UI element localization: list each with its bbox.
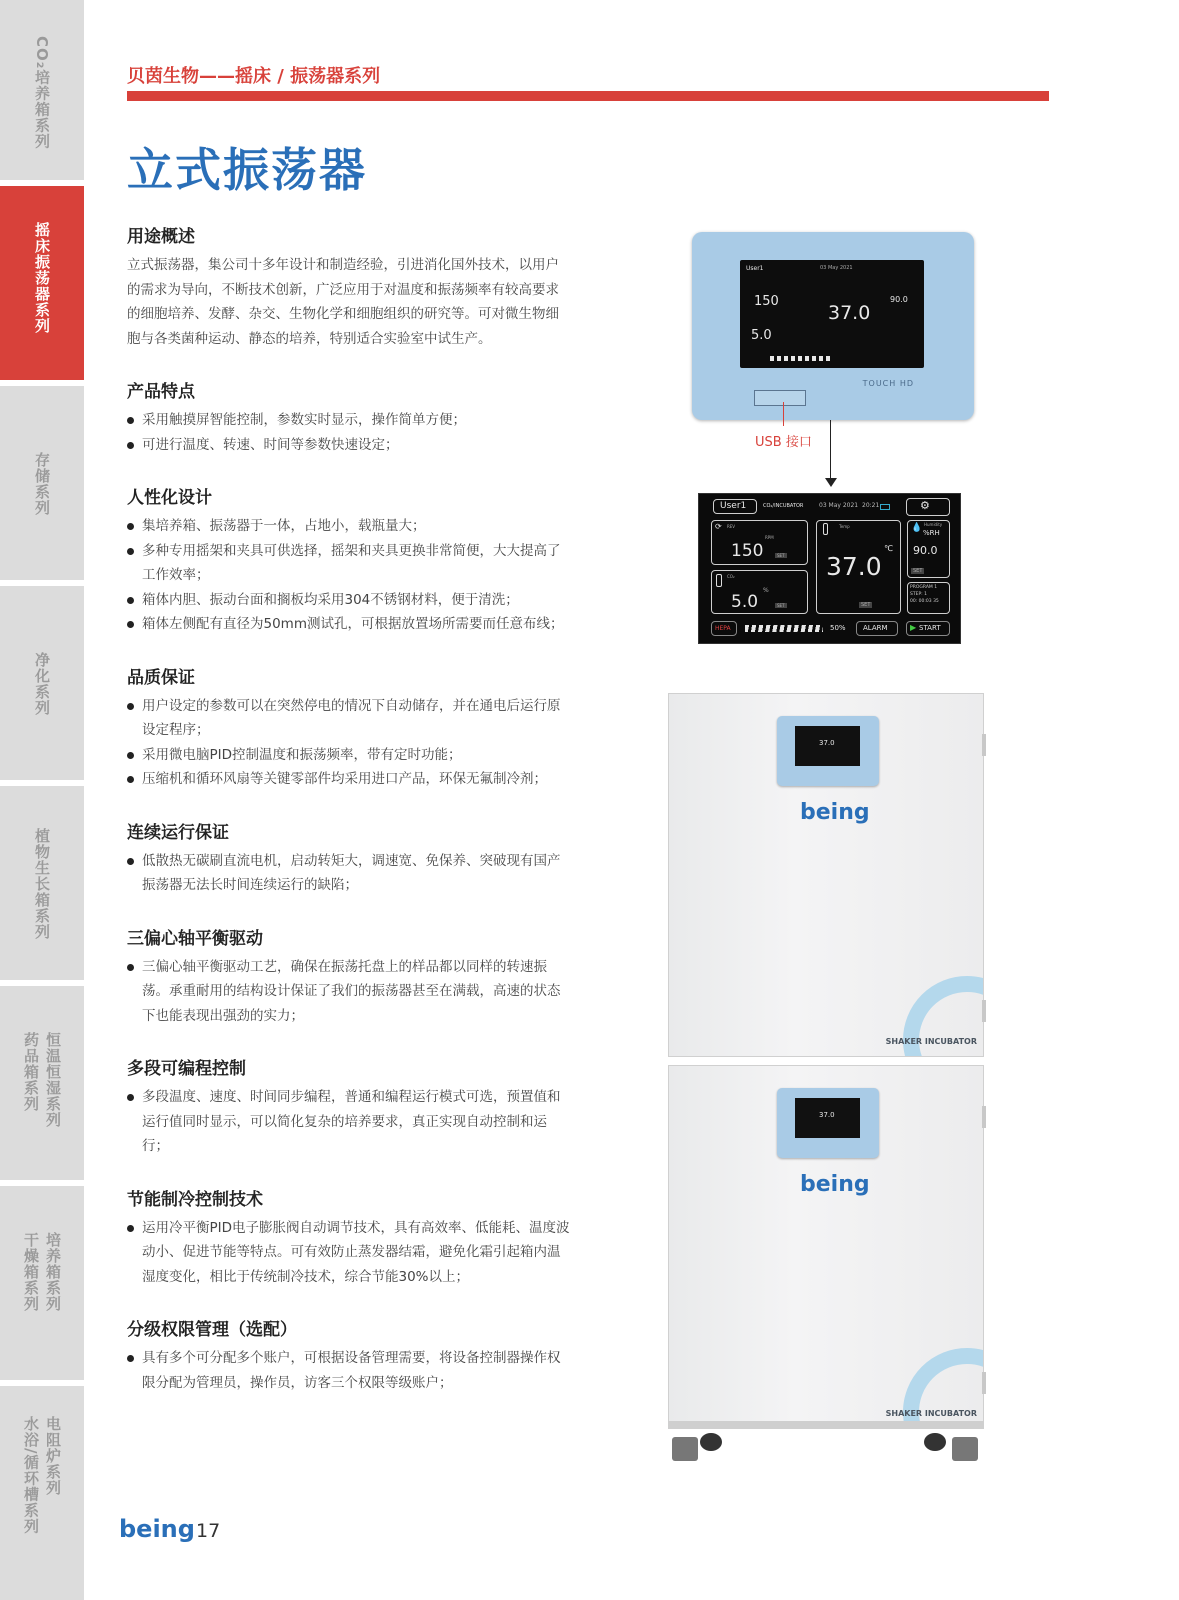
side-tab-label: 恒温恒湿系列 — [44, 1032, 62, 1128]
side-tab-label: 培养箱系列 — [44, 1232, 62, 1312]
shaker-incubator-image — [668, 693, 984, 1445]
section-design — [127, 483, 572, 637]
bullet-item: 具有多个可分配多个账户，可根据设备管理需要，将设备控制器操作权限分配为管理员，操作员，访客三个权限等级账户； — [127, 1346, 572, 1395]
bullet-item: 多种专用摇架和夹具可供选择，摇架和夹具更换非常简便，大大提高了工作效率； — [127, 539, 572, 588]
usb-pointer-line — [783, 402, 784, 426]
controller-screen-closeup: User1 CO₂/INCUBATOR 03 May 2021 20:21 ⚙ ⟳ REV RPM 150 SET CO₂ % 5.0 SET Temp ℃ 37.0 SET 💧 Humidity %RH 90.0 SET PROGRAM 1 STEP: 1 00: 00:03 35 HEPA 50% ALARM ▶ START — [698, 493, 961, 644]
speed-value: 150 — [731, 541, 764, 561]
side-tab-plant-growth[interactable] — [0, 786, 84, 980]
section-programmable — [127, 1054, 572, 1159]
bullet-item: 箱体左侧配有直径为50mm测试孔，可根据放置场所需要而任意布线； — [127, 612, 572, 637]
zoom-arrow-line — [830, 420, 831, 482]
screen-mode: CO₂/INCUBATOR — [763, 503, 804, 509]
bullet-item: 采用触摸屏智能控制，参数实时显示，操作简单方便； — [127, 408, 572, 433]
page-number: 17 — [196, 1520, 221, 1542]
screen-date: 03 May 2021 — [819, 502, 859, 509]
temperature-value: 37.0 — [826, 552, 882, 581]
droplet-icon: 💧 — [911, 523, 923, 533]
usb-port — [754, 390, 806, 406]
bullet-item: 压缩机和循环风扇等关键零部件均采用进口产品，环保无氟制冷剂； — [127, 767, 572, 792]
mini-screen: 37.0 — [795, 726, 860, 766]
section-title: 分级权限管理（选配） — [127, 1320, 297, 1340]
side-tab-storage[interactable] — [0, 386, 84, 580]
section-paragraph: 立式振荡器，集公司十多年设计和制造经验，引进消化国外技术，以用户的需求为导向，不断技术创新，广泛应用于对温度和振荡频率有较高要求的细胞培养、发酵、杂交、生物化学和细胞组织的研究等。可对微生物细胞与各类菌种运动、静态的培养，特别适合实验室中试生产。 — [127, 257, 559, 347]
leveling-foot — [952, 1437, 978, 1461]
touch-panel-image — [692, 232, 974, 420]
bullet-item: 低散热无碳刷直流电机，启动转矩大，调速宽、免保养、突破现有国产振荡器无法长时间连续运行的缺陷； — [127, 849, 572, 898]
humidity-value: 90.0 — [913, 544, 938, 557]
section-drive — [127, 924, 572, 1029]
section-title: 产品特点 — [127, 382, 195, 402]
side-tab-label: 电阻炉系列 — [44, 1416, 62, 1496]
page-title: 立式振荡器 — [127, 143, 367, 197]
bullet-item: 集培养箱、振荡器于一体，占地小，载瓶量大； — [127, 514, 572, 539]
side-tab-label: 植物生长箱系列 — [33, 828, 51, 940]
bullet-item: 用户设定的参数可以在突然停电的情况下自动储存，并在通电后运行原设定程序； — [127, 694, 572, 743]
mini-control-panel — [777, 1088, 879, 1158]
side-tab-co2[interactable] — [0, 0, 84, 180]
play-icon: ▶ — [910, 623, 917, 632]
screen-user: User1 — [720, 501, 747, 511]
side-tab-label: CO₂培养箱系列 — [33, 36, 51, 150]
side-tab-label: 存储系列 — [33, 452, 51, 516]
unit-label: SHAKER INCUBATOR — [885, 1037, 977, 1046]
section-title: 连续运行保证 — [127, 822, 229, 843]
side-tab-water-bath[interactable] — [0, 1386, 84, 1600]
arrow-down-icon — [825, 478, 837, 487]
co2-tile[interactable] — [711, 570, 808, 614]
unit-label: SHAKER INCUBATOR — [885, 1409, 977, 1418]
section-quality — [127, 663, 572, 792]
footer-logo: being — [119, 1515, 195, 1543]
cabinet-brand: being — [800, 1172, 870, 1197]
section-energy — [127, 1185, 572, 1290]
upper-unit — [668, 693, 984, 1057]
section-title: 多段可编程控制 — [127, 1059, 246, 1079]
usb-label: USB 接口 — [755, 435, 812, 450]
side-tab-drying[interactable] — [0, 1186, 84, 1380]
section-title: 品质保证 — [127, 667, 195, 688]
bullet-item: 运用冷平衡PID电子膨胀阀自动调节技术，具有高效率、低能耗、温度波动小、促进节能等特点。可有效防止蒸发器结霜，避免化霜引起箱内温湿度变化，相比于传统制冷技术，综合节能30%以上； — [127, 1216, 572, 1290]
bullet-item: 可进行温度、转速、时间等参数快速设定； — [127, 433, 572, 458]
mini-screen: 37.0 — [795, 1098, 860, 1138]
thermometer-icon — [823, 523, 828, 535]
caster-wheel — [700, 1433, 722, 1451]
screen-time: 20:21 — [862, 502, 880, 509]
bullet-item: 箱体内胆、振动台面和搁板均采用304不锈钢材料，便于清洗； — [127, 588, 572, 613]
content-column — [127, 222, 572, 1421]
section-title: 用途概述 — [127, 227, 195, 247]
side-tab-label: 药品箱系列 — [22, 1032, 40, 1112]
side-tab-label: 净化系列 — [33, 652, 51, 716]
caster-wheel — [924, 1433, 946, 1451]
side-tab-purification[interactable] — [0, 586, 84, 780]
section-continuous — [127, 818, 572, 898]
cabinet-base — [668, 1421, 984, 1429]
section-title: 节能制冷控制技术 — [127, 1189, 263, 1210]
hepa-level-bar — [745, 625, 823, 632]
series-header: 贝茵生物——摇床 / 振荡器系列 — [127, 66, 381, 87]
hepa-label: HEPA — [715, 625, 731, 632]
section-overview — [127, 222, 572, 351]
side-tab-label: 水浴/循环槽系列 — [22, 1416, 40, 1535]
battery-icon — [880, 504, 890, 510]
header-rule — [127, 91, 1049, 101]
lower-unit — [668, 1065, 984, 1429]
hepa-percent: 50% — [830, 624, 846, 632]
side-tab-shaker[interactable] — [0, 186, 84, 380]
cylinder-icon — [716, 574, 722, 587]
bullet-item: 多段温度、速度、时间同步编程，普通和编程运行模式可选，预置值和运行值同时显示，可以简化复杂的培养要求，真正实现自动控制和运行； — [127, 1085, 572, 1159]
side-tab-label: 干燥箱系列 — [22, 1232, 40, 1312]
panel-screen-thumbnail: User1 03 May 2021 150 5.0 37.0 90.0 — [740, 260, 924, 368]
side-tab-constant-humidity[interactable] — [0, 986, 84, 1180]
mini-control-panel — [777, 716, 879, 786]
cabinet-brand: being — [800, 800, 870, 825]
section-features — [127, 377, 572, 457]
leveling-foot — [672, 1437, 698, 1461]
section-title: 人性化设计 — [127, 488, 212, 508]
section-permissions — [127, 1315, 572, 1395]
bullet-item: 采用微电脑PID控制温度和振荡频率，带有定时功能； — [127, 743, 572, 768]
panel-brand: TOUCH HD — [862, 379, 914, 388]
side-tab-label: 摇床振荡器系列 — [33, 222, 51, 334]
bullet-item: 三偏心轴平衡驱动工艺，确保在振荡托盘上的样品都以同样的转速振荡。承重耐用的结构设计保证了我们的振荡器甚至在满载，高速的状态下也能表现出强劲的实力； — [127, 955, 572, 1029]
side-navigation — [0, 0, 84, 1600]
refresh-icon: ⟳ — [715, 522, 722, 531]
section-title: 三偏心轴平衡驱动 — [127, 928, 263, 949]
gear-icon: ⚙ — [920, 499, 930, 512]
co2-value: 5.0 — [731, 592, 759, 612]
